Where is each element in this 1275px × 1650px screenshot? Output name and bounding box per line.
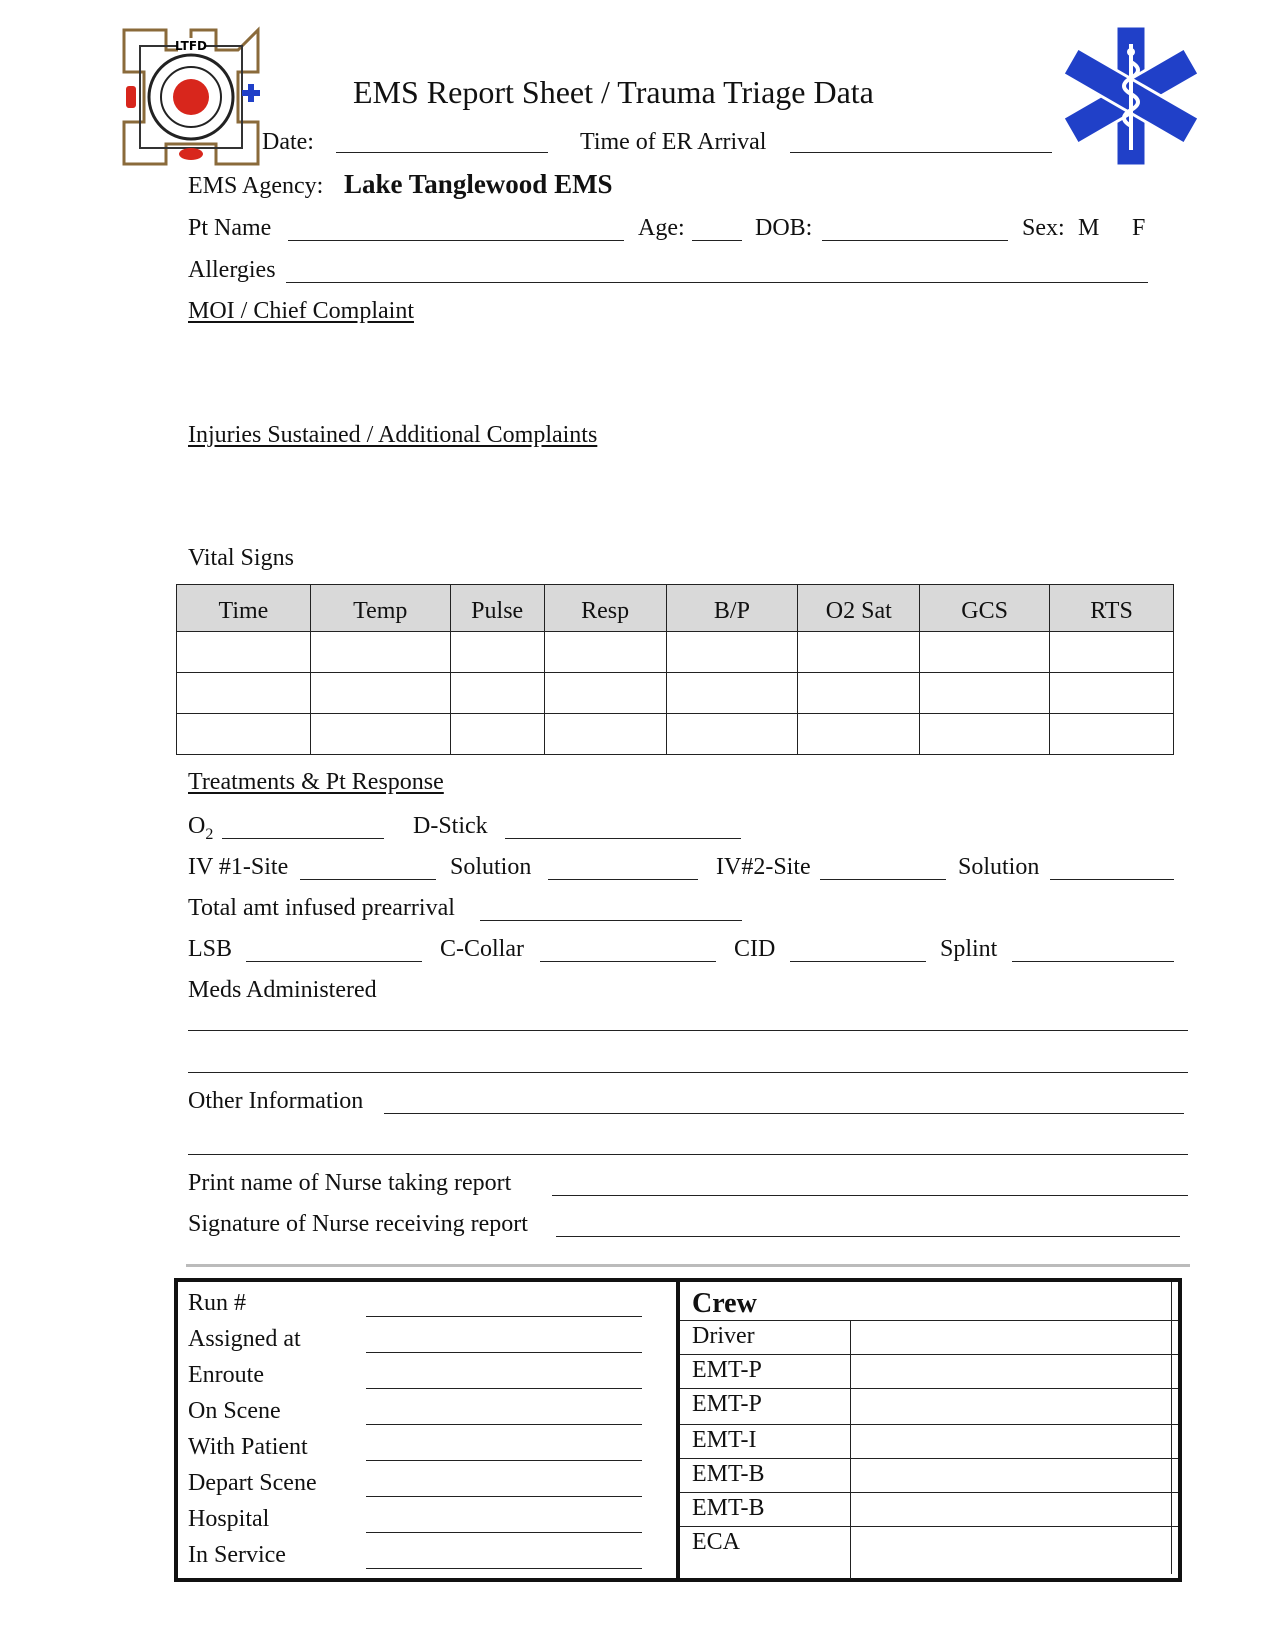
crew-role: Driver <box>692 1323 755 1349</box>
moi-heading: MOI / Chief Complaint <box>188 298 414 324</box>
agency-label: EMS Agency: <box>188 173 324 199</box>
other-info-label: Other Information <box>188 1088 364 1114</box>
vitals-cell[interactable] <box>1050 632 1174 673</box>
crew-cell-divider <box>850 1355 851 1389</box>
vitals-col-header: GCS <box>920 585 1050 632</box>
crew-role: EMT-P <box>692 1357 762 1383</box>
crew-role: EMT-B <box>692 1461 765 1487</box>
iv2-site-label: IV#2-Site <box>716 854 811 880</box>
crew-row <box>680 1458 1178 1493</box>
vitals-cell[interactable] <box>450 632 544 673</box>
page-title: EMS Report Sheet / Trauma Triage Data <box>353 74 874 110</box>
vital-signs-table <box>176 584 1174 755</box>
other-info-field[interactable] <box>384 1113 1184 1114</box>
lsb-field[interactable] <box>246 961 422 962</box>
run-time-label: With Patient <box>188 1434 308 1460</box>
nurse-signature-label: Signature of Nurse receiving report <box>188 1211 528 1237</box>
meds-line-2[interactable] <box>188 1072 1188 1073</box>
date-label: Date: <box>262 129 314 155</box>
vitals-cell[interactable] <box>544 714 666 755</box>
total-infused-label: Total amt infused prearrival <box>188 895 455 921</box>
run-crew-box <box>174 1278 1182 1582</box>
sex-label: Sex: <box>1022 215 1065 241</box>
vitals-cell[interactable] <box>544 673 666 714</box>
section-divider <box>186 1264 1190 1267</box>
vitals-col-header: Resp <box>544 585 666 632</box>
run-time-field[interactable] <box>366 1532 642 1533</box>
sex-m-option[interactable]: M <box>1078 215 1100 241</box>
vitals-cell[interactable] <box>450 714 544 755</box>
crew-role: EMT-B <box>692 1495 765 1521</box>
o2-subscript: 2 <box>205 825 214 843</box>
vitals-cell[interactable] <box>1050 714 1174 755</box>
nurse-signature-field[interactable] <box>556 1236 1180 1237</box>
vitals-heading: Vital Signs <box>188 545 294 571</box>
er-arrival-label: Time of ER Arrival <box>580 129 767 155</box>
allergies-label: Allergies <box>188 257 276 283</box>
vitals-cell[interactable] <box>544 632 666 673</box>
run-time-field[interactable] <box>366 1388 642 1389</box>
vitals-cell[interactable] <box>310 714 450 755</box>
dstick-field[interactable] <box>505 838 741 839</box>
run-time-label: Depart Scene <box>188 1470 317 1496</box>
crew-cell-divider <box>850 1493 851 1527</box>
dstick-label: D-Stick <box>413 813 488 839</box>
splint-label: Splint <box>940 936 998 962</box>
vitals-cell[interactable] <box>177 673 311 714</box>
vitals-col-header: RTS <box>1050 585 1174 632</box>
run-time-field[interactable] <box>366 1460 642 1461</box>
run-time-label: Run # <box>188 1290 247 1316</box>
vitals-col-header: Temp <box>310 585 450 632</box>
run-time-label: In Service <box>188 1542 286 1568</box>
vitals-row <box>177 632 1174 673</box>
solution1-label: Solution <box>450 854 532 880</box>
er-arrival-field[interactable] <box>790 152 1052 153</box>
vitals-cell[interactable] <box>798 714 920 755</box>
star-of-life-logo <box>1056 22 1206 170</box>
run-time-label: On Scene <box>188 1398 281 1424</box>
crew-cell-divider <box>850 1321 851 1355</box>
nurse-print-label: Print name of Nurse taking report <box>188 1170 512 1196</box>
vitals-cell[interactable] <box>666 632 798 673</box>
vitals-cell[interactable] <box>920 714 1050 755</box>
age-field[interactable] <box>692 240 742 241</box>
crew-cell-divider <box>850 1389 851 1425</box>
run-time-field[interactable] <box>366 1568 642 1569</box>
o2-field[interactable] <box>222 838 384 839</box>
vitals-header-row <box>177 585 1174 632</box>
vitals-cell[interactable] <box>920 632 1050 673</box>
vitals-col-header: Pulse <box>450 585 544 632</box>
vitals-col-header: O2 Sat <box>798 585 920 632</box>
run-time-field[interactable] <box>366 1352 642 1353</box>
vitals-col-header: Time <box>177 585 311 632</box>
vitals-cell[interactable] <box>450 673 544 714</box>
date-field[interactable] <box>336 152 548 153</box>
fire-department-logo <box>120 26 262 168</box>
vitals-cell[interactable] <box>310 632 450 673</box>
crew-row <box>680 1424 1178 1459</box>
run-time-field[interactable] <box>366 1424 642 1425</box>
vitals-cell[interactable] <box>1050 673 1174 714</box>
run-time-field[interactable] <box>366 1316 642 1317</box>
nurse-print-field[interactable] <box>552 1195 1188 1196</box>
solution2-label: Solution <box>958 854 1040 880</box>
lsb-label: LSB <box>188 936 233 962</box>
run-time-field[interactable] <box>366 1496 642 1497</box>
crew-cell-divider <box>850 1459 851 1493</box>
crew-table <box>680 1282 1178 1578</box>
treatments-heading: Treatments & Pt Response <box>188 769 444 795</box>
pt-name-field[interactable] <box>288 240 624 241</box>
vitals-cell[interactable] <box>666 673 798 714</box>
crew-cell-divider <box>850 1425 851 1459</box>
vitals-cell[interactable] <box>177 714 311 755</box>
dob-label: DOB: <box>755 215 813 241</box>
iv2-site-field[interactable] <box>820 879 946 880</box>
pt-name-label: Pt Name <box>188 215 272 241</box>
cid-field[interactable] <box>790 961 926 962</box>
total-infused-field[interactable] <box>480 920 742 921</box>
iv1-site-field[interactable] <box>300 879 436 880</box>
sex-f-option[interactable]: F <box>1132 215 1146 241</box>
crew-role: ECA <box>692 1529 740 1555</box>
vitals-cell[interactable] <box>310 673 450 714</box>
allergies-field[interactable] <box>286 282 1148 283</box>
vitals-col-header: B/P <box>666 585 798 632</box>
crew-row <box>680 1320 1178 1355</box>
crew-cell-divider <box>850 1527 851 1579</box>
vitals-cell[interactable] <box>920 673 1050 714</box>
crew-row <box>680 1492 1178 1527</box>
crew-role: EMT-P <box>692 1391 762 1417</box>
other-info-line-2[interactable] <box>188 1154 1188 1155</box>
crew-row <box>680 1388 1178 1425</box>
o2-label-text: O <box>188 813 206 839</box>
solution1-field[interactable] <box>548 879 698 880</box>
cid-label: CID <box>734 936 776 962</box>
solution2-field[interactable] <box>1050 879 1174 880</box>
crew-row <box>680 1526 1178 1579</box>
meds-line-1[interactable] <box>188 1030 1188 1031</box>
vitals-row <box>177 714 1174 755</box>
age-label: Age: <box>638 215 685 241</box>
crew-role: EMT-I <box>692 1427 757 1453</box>
injuries-heading: Injuries Sustained / Additional Complaints <box>188 422 598 448</box>
vitals-cell[interactable] <box>798 673 920 714</box>
meds-label: Meds Administered <box>188 977 377 1003</box>
logo-ltfd-text: LTFD <box>174 39 208 53</box>
o2-label <box>188 812 213 849</box>
run-time-label: Hospital <box>188 1506 270 1532</box>
agency-value: Lake Tanglewood EMS <box>344 169 613 199</box>
vitals-cell[interactable] <box>177 632 311 673</box>
crew-title: Crew <box>692 1288 757 1319</box>
vitals-cell[interactable] <box>798 632 920 673</box>
splint-field[interactable] <box>1012 961 1174 962</box>
iv1-site-label: IV #1-Site <box>188 854 289 880</box>
vitals-cell[interactable] <box>666 714 798 755</box>
run-time-label: Assigned at <box>188 1326 301 1352</box>
ccollar-field[interactable] <box>540 961 716 962</box>
run-time-label: Enroute <box>188 1362 264 1388</box>
crew-row <box>680 1354 1178 1389</box>
vitals-row <box>177 673 1174 714</box>
ccollar-label: C-Collar <box>440 936 524 962</box>
dob-field[interactable] <box>822 240 1008 241</box>
